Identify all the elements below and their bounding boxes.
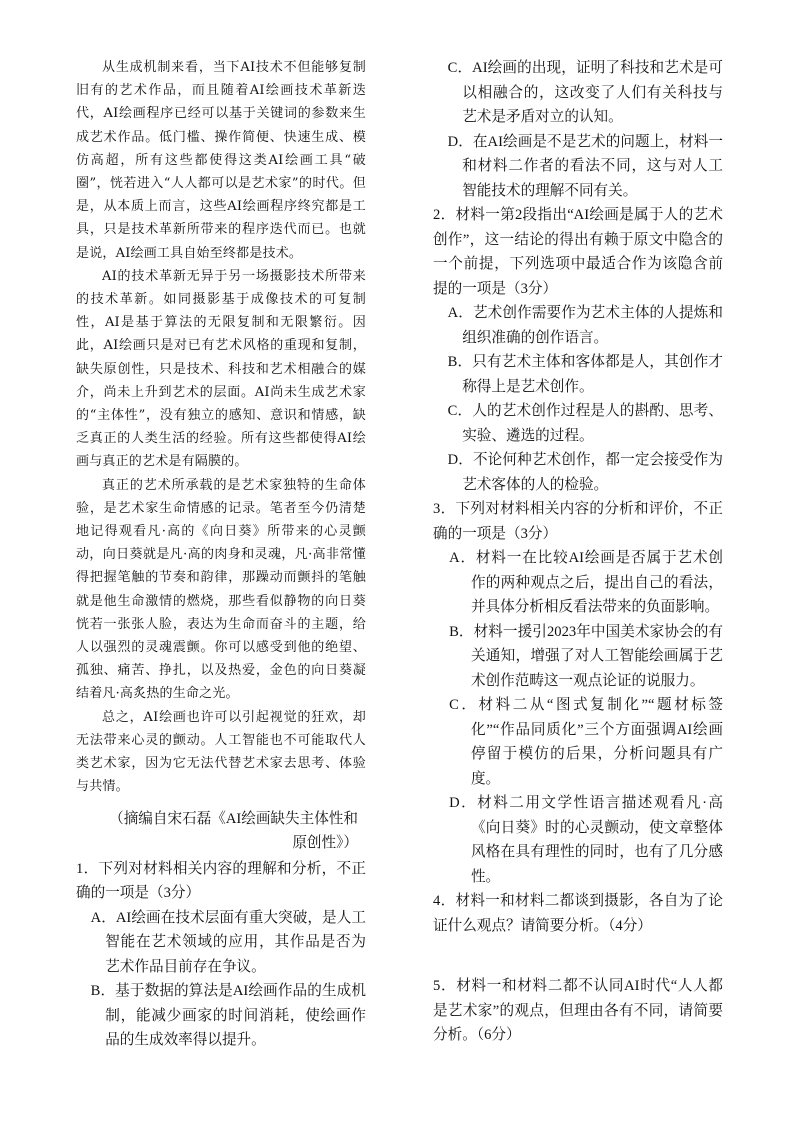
source-line-2: 原创性》） [292,834,358,851]
question-2-stem: 2．材料一第2段指出“AI绘画是属于人的艺术创作”，这一结论的得出有赖于原文中隐含的一个前提，下列选项中最适合作为该隐含前提的一项是（3分） [433,207,723,297]
question-3-option-a: A．材料一在比较AI绘画是否属于艺术创作的两种观点之后，提出自己的看法，并具体分析相反看法带来的负面影响。 [449,550,723,615]
question-2-option-d: D．不论何种艺术创作，都一定会接受作为艺术客体的人的检验。 [447,452,723,493]
question-2 [433,203,723,497]
answer-space [433,938,723,974]
question-2-option-a: A．艺术创作需要作为艺术主体的人提炼和组织准确的创作语言。 [447,305,723,346]
passage-paragraph-4: 总之，AI绘画也许可以引起视觉的狂欢，却无法带来心灵的颤动。人工智能也不可能取代人类艺术家，因为它无法代替艺术家去思考、体验与共情。 [76,709,366,795]
question-4-stem: 4．材料一和材料二都谈到摄影，各自为了论证什么观点？请简要分析。（4分） [433,893,723,934]
material-two-passage [76,56,366,799]
question-3-option-d: D．材料二用文学性语言描述观看凡·高《向日葵》时的心灵颤动，使文章整体风格在具有理性的同时，也有了几分感性。 [449,795,723,885]
question-1-continued [433,56,723,203]
question-1-option-a: A．AI绘画在技术层面有重大突破，是人工智能在艺术领域的应用，其作品是否为艺术作品目前存在争议。 [90,909,366,975]
question-1 [76,857,366,1053]
question-3 [433,497,723,889]
source-line-1: （摘编自宋石磊《AI绘画缺失主体性和 [109,810,358,827]
question-1-option-c: C．AI绘画的出现，证明了科技和艺术是可以相融合的，这改变了人们有关科技与艺术是矛盾对立的认知。 [447,60,723,125]
source-citation [76,807,358,855]
question-5 [433,974,723,1048]
question-3-option-c: C．材料二从“图式复制化”“题材标签化”“作品同质化”三个方面强调AI绘画停留于模仿的后果，分析问题具有广度。 [449,697,723,787]
passage-paragraph-1: 从生成机制来看，当下AI技术不但能够复制旧有的艺术作品，而且随着AI绘画技术革新迭代，AI绘画程序已经可以基于关键词的参数来生成艺术作品。低门槛、操作简便、快速生成、模仿高超，所有这些都使得这类AI绘画工具“破圈”，恍若进入“人人都可以是艺术家”的时代。但是，从本质上而言，这些AI绘画程序终究都是工具，只是技术革新所带来的程序迭代而已。也就是说，AI绘画工具自始至终都是技术。 [76,60,366,261]
question-1-stem: 1．下列对材料相关内容的理解和分析，不正确的一项是（3分） [76,860,366,901]
question-3-stem: 3．下列对材料相关内容的分析和评价，不正确的一项是（3分） [433,501,723,542]
question-1-option-d: D．在AI绘画是不是艺术的问题上，材料一和材料二作者的看法不同，这与对人工智能技术的理解不同有关。 [447,133,723,199]
question-2-option-b: B．只有艺术主体和客体都是人，其创作才称得上是艺术创作。 [447,354,723,395]
right-column [433,56,723,1048]
question-4 [433,889,723,938]
question-1-option-b: B．基于数据的算法是AI绘画作品的生成机制，能减少画家的时间消耗，使绘画作品的生成效率得以提升。 [90,983,366,1048]
question-3-option-b: B．材料一援引2023年中国美术家协会的有关通知，增强了对人工智能绘画属于艺术创作范畴这一观点论证的说服力。 [449,623,723,689]
passage-paragraph-3: 真正的艺术所承载的是艺术家独特的生命体验，是艺术家生命情感的记录。笔者至今仍清楚地记得观看凡·高的《向日葵》所带来的心灵颤动，向日葵就是凡·高的肉身和灵魂，凡·高非常懂得把握笔触的节奏和韵律，那躁动而颤抖的笔触就是他生命激情的燃烧，那些看似静物的向日葵恍若一张张人脸，表达为生命而奋斗的主题，给人以强烈的灵魂震颤。你可以感受到他的绝望、孤独、痛苦、挣扎，以及热爱，金色的向日葵凝结着凡·高炙热的生命之光。 [76,477,366,702]
question-2-option-c: C．人的艺术创作过程是人的斟酌、思考、实验、遴选的过程。 [447,403,723,444]
left-column [76,56,366,1053]
question-5-stem: 5．材料一和材料二都不认同AI时代“人人都是艺术家”的观点，但理由各有不同，请简要分析。（6分） [433,978,723,1043]
passage-paragraph-2: AI的技术革新无异于另一场摄影技术所带来的技术革新。如同摄影基于成像技术的可复制性，AI是基于算法的无限复制和无限繁衍。因此，AI绘画只是对已有艺术风格的重现和复制，缺失原创性，只是技术、科技和艺术相融合的媒介，尚未上升到艺术的层面。AI尚未生成艺术家的“主体性”，没有独立的感知、意识和情感，缺乏真正的人类生活的经验。所有这些都使得AI绘画与真正的艺术是有隔膜的。 [76,268,366,470]
